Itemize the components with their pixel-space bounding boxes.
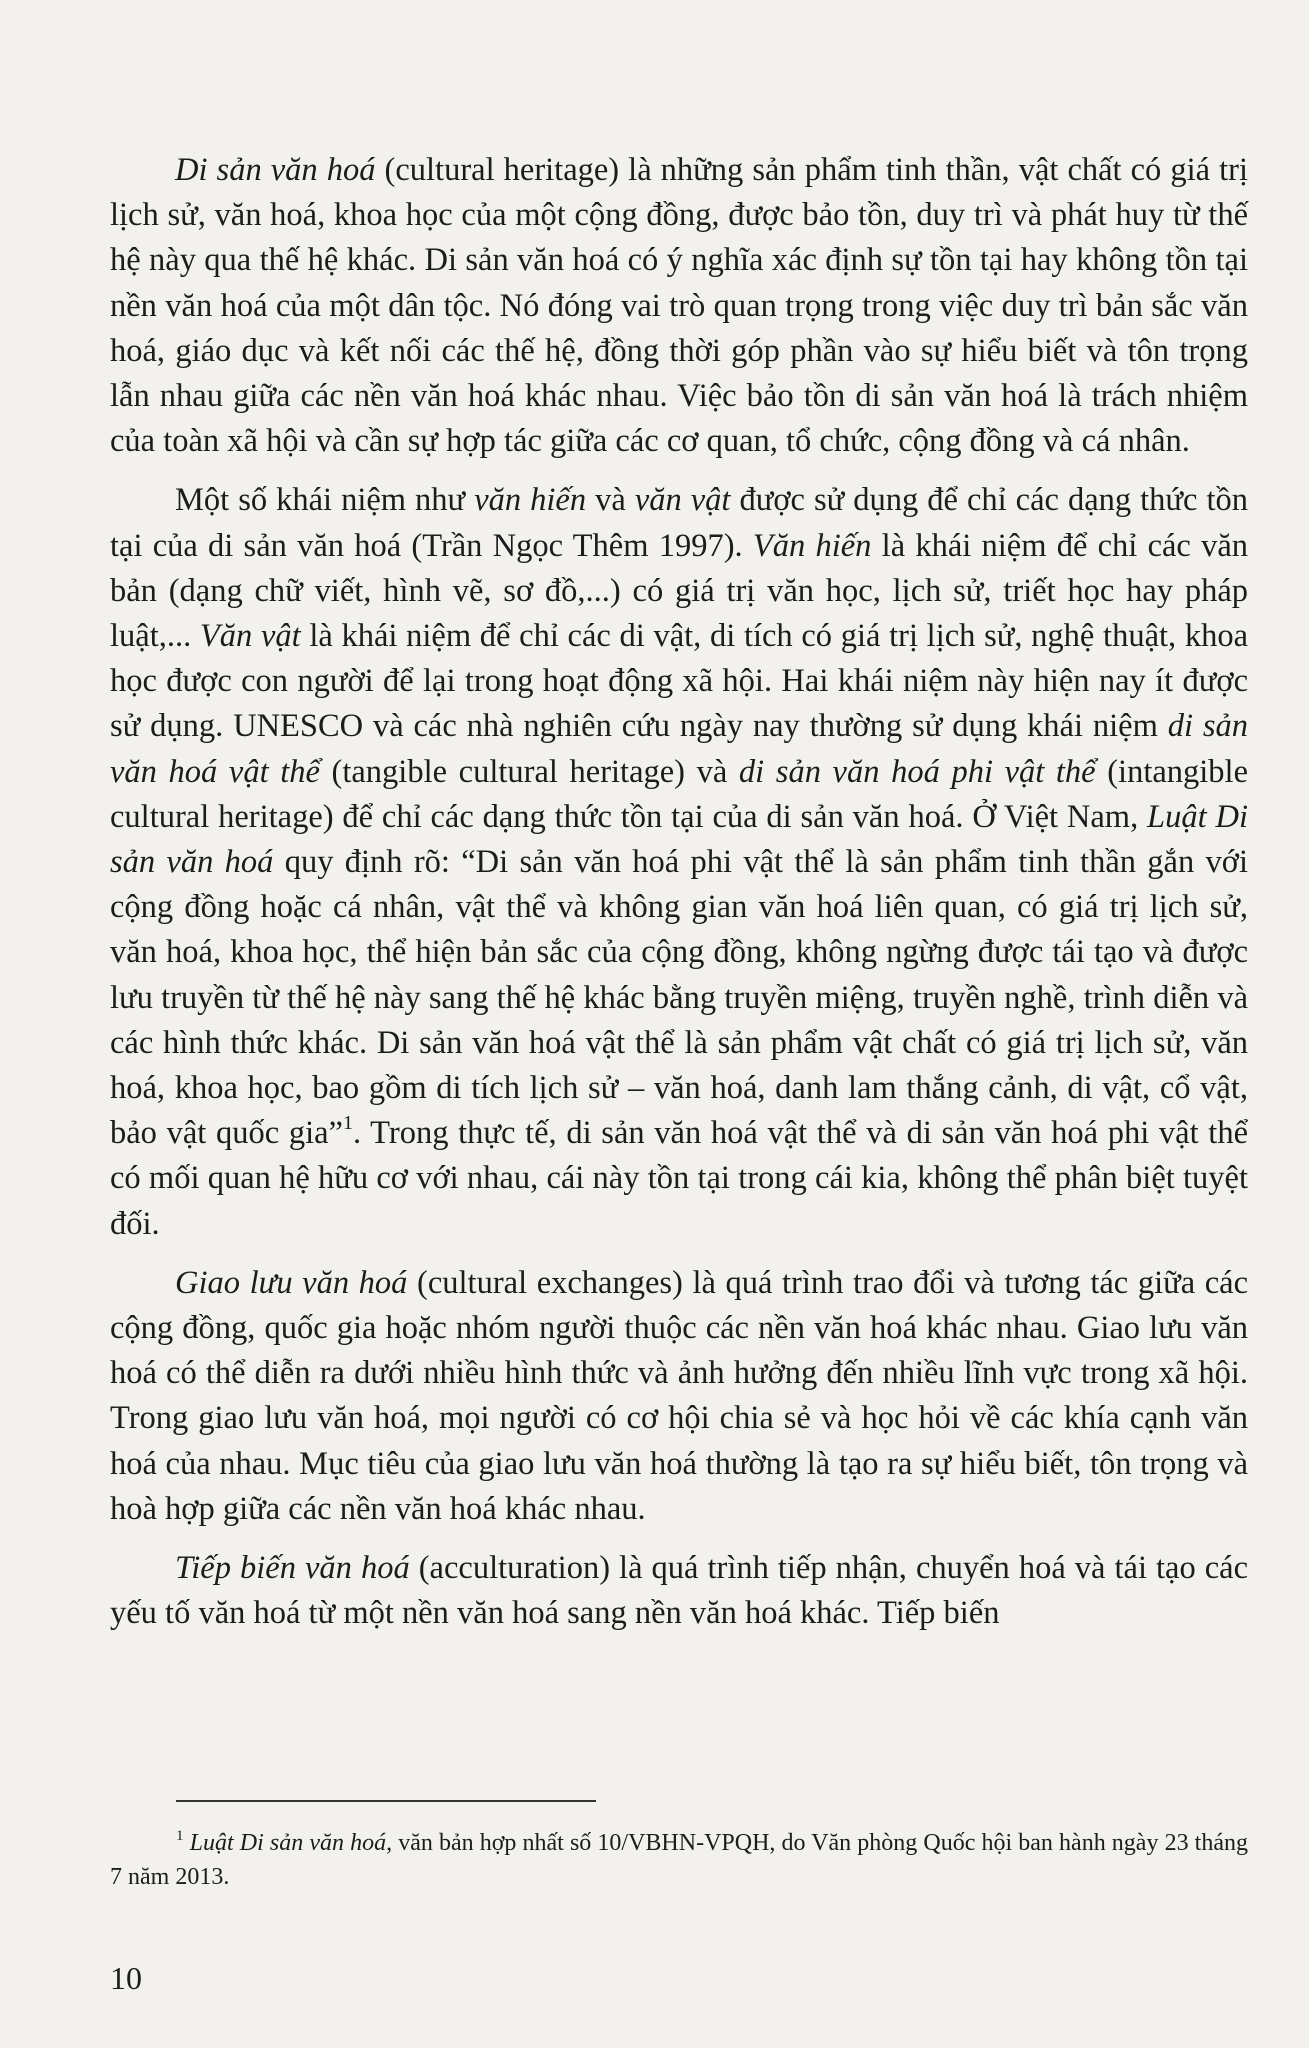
paragraph-van-hien-van-vat	[110, 478, 1248, 1246]
term-van-vat: Văn vật	[199, 618, 301, 655]
paragraph-cultural-exchanges	[110, 1261, 1248, 1532]
quoted-definition: quy định rõ: “Di sản văn hoá phi vật thể là sản phẩm tinh thần gắn với cộng đồng hoặc cá nhân, vật thể và không gian văn hoá liên quan, có giá trị lịch sử, văn hoá, khoa học, thể hiện bản sắc của cộng đồng, không ngừng được tái tạo và được lưu truyền từ thế hệ này sang thế hệ khác bằng truyền miệng, truyền nghề, trình diễn và các hình thức khác. Di sản văn hoá vật thể là sản phẩm vật chất có giá trị lịch sử, văn hoá, khoa học, bao gồm di tích lịch sử – văn hoá, danh lam thắng cảnh, di vật, cổ vật, bảo vật quốc gia”	[110, 844, 1248, 1152]
main-text	[110, 148, 1248, 1637]
page-number: 10	[110, 1960, 142, 1996]
footnote-marker: 1	[176, 1828, 184, 1844]
paragraph-text: là khái niệm để chỉ các di vật, di tích có giá trị lịch sử, nghệ thuật, khoa học được con người để lại trong hoạt động xã hội. Hai khái niệm này hiện nay ít được sử dụng. UNESCO và các nhà nghiên cứu ngày nay thường sử dụng khái niệm	[110, 618, 1249, 745]
term-acculturation: Tiếp biến văn hoá	[175, 1550, 410, 1587]
paragraph-text: (tangible cultural heritage) và	[319, 753, 739, 790]
term-van-hien: văn hiến	[474, 482, 587, 519]
term-cultural-heritage: Di sản văn hoá	[175, 152, 376, 188]
paragraph-acculturation	[110, 1546, 1248, 1636]
term-tangible-heritage: di sản văn hoá vật thể	[110, 708, 1248, 790]
footnote-divider	[176, 1800, 596, 1802]
paragraph-text: và	[586, 482, 635, 519]
footnote-reference[interactable]: 1	[342, 1112, 353, 1135]
term-intangible-heritage: di sản văn hoá phi vật thể	[738, 753, 1096, 790]
footnote	[110, 1826, 1248, 1894]
term-van-hien: Văn hiến	[752, 527, 872, 564]
paragraph-text: (intangible cultural heritage) để chỉ các dạng thức tồn tại của di sản văn hoá. Ở Việt Nam,	[110, 753, 1249, 835]
paragraph-text: là khái niệm để chỉ các văn bản (dạng chữ viết, hình vẽ, sơ đồ,...) có giá trị văn học, lịch sử, triết học hay pháp luật,...	[110, 527, 1248, 655]
paragraph-text: . Trong thực tế, di sản văn hoá vật thể và di sản văn hoá phi vật thể có mối quan hệ hữu cơ với nhau, cái này tồn tại trong cái kia, không thể phân biệt tuyệt đối.	[110, 1115, 1248, 1242]
law-title: Luật Di sản văn hoá	[110, 798, 1248, 881]
paragraph-cultural-heritage	[110, 148, 1248, 464]
paragraph-text: (cultural exchanges) là quá trình trao đổi và tương tác giữa các cộng đồng, quốc gia hoặc nhóm người thuộc các nền văn hoá khác nhau. Giao lưu văn hoá có thể diễn ra dưới nhiều hình thức và ảnh hưởng đến nhiều lĩnh vực trong xã hội. Trong giao lưu văn hoá, mọi người có cơ hội chia sẻ và học hỏi về các khía cạnh văn hoá của nhau. Mục tiêu của giao lưu văn hoá thường là tạo ra sự hiểu biết, tôn trọng và hoà hợp giữa các nền văn hoá khác nhau.	[110, 1264, 1248, 1527]
footnote-law-title: Luật Di sản văn hoá	[189, 1830, 387, 1856]
footnote-text: , văn bản hợp nhất số 10/VBHN-VPQH, do Văn phòng Quốc hội ban hành ngày 23 tháng 7 năm 2013.	[110, 1830, 1248, 1890]
term-cultural-exchanges: Giao lưu văn hoá	[175, 1264, 408, 1301]
paragraph-text: (cultural heritage) là những sản phẩm tinh thần, vật chất có giá trị lịch sử, văn hoá, khoa học của một cộng đồng, được bảo tồn, duy trì và phát huy từ thế hệ này qua thế hệ khác. Di sản văn hoá có ý nghĩa xác định sự tồn tại hay không tồn tại nền văn hoá của một dân tộc. Nó đóng vai trò quan trọng trong việc duy trì bản sắc văn hoá, giáo dục và kết nối các thế hệ, đồng thời góp phần vào sự hiểu biết và tôn trọng lẫn nhau giữa các nền văn hoá khác nhau. Việc bảo tồn di sản văn hoá là trách nhiệm của toàn xã hội và cần sự hợp tác giữa các cơ quan, tổ chức, cộng đồng và cá nhân.	[110, 152, 1248, 460]
paragraph-text: Một số khái niệm như	[175, 482, 475, 519]
paragraph-text: được sử dụng để chỉ các dạng thức tồn tại của di sản văn hoá (Trần Ngọc Thêm 1997).	[110, 482, 1248, 564]
paragraph-text: (acculturation) là quá trình tiếp nhận, chuyển hoá và tái tạo các yếu tố văn hoá từ một nền văn hoá sang nền văn hoá khác. Tiếp biến	[110, 1550, 1248, 1632]
term-van-vat: văn vật	[634, 482, 731, 519]
